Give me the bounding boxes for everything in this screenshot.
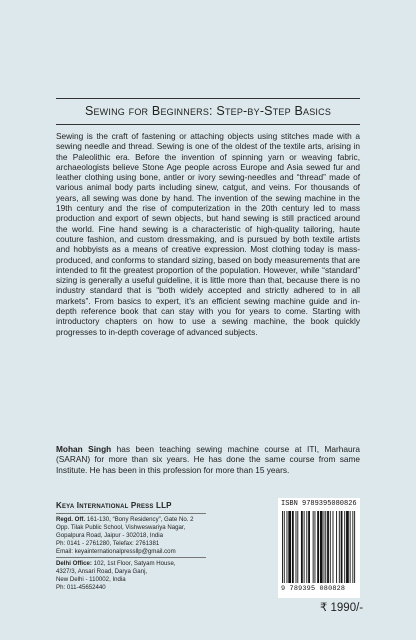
barcode-bar xyxy=(352,511,353,583)
barcode-bar xyxy=(304,511,305,583)
delhi-line-1: Delhi Office: 102, 1st Floor, Satyam House, xyxy=(56,560,176,567)
barcode-bar xyxy=(325,511,326,583)
regd-line-3: Gopalpura Road, Jaipur - 302018, India xyxy=(56,531,164,539)
delhi-line-2: 4327/3, Ansari Road, Darya Ganj, xyxy=(56,567,148,575)
barcode-bar xyxy=(288,511,291,583)
barcode-bar xyxy=(339,511,340,583)
publisher-rule xyxy=(56,513,206,514)
barcode-bar xyxy=(320,511,323,583)
barcode-bar xyxy=(308,511,310,583)
barcode-bar xyxy=(287,511,288,583)
barcode-bar xyxy=(354,511,355,583)
barcode-bar xyxy=(324,511,325,583)
regd-line-4: Ph: 0141 - 2761280, Telefax: 2761381 xyxy=(56,539,160,547)
barcode-bar xyxy=(292,511,294,583)
barcode-bar xyxy=(306,511,307,583)
publisher-name: Keya International Press LLP xyxy=(56,501,172,510)
barcode-bar xyxy=(317,511,319,583)
barcode-bar xyxy=(346,511,349,583)
author-name: Mohan Singh xyxy=(56,444,112,454)
barcode-bars xyxy=(282,511,356,583)
regd-line-5: Email: keyainternationalpressllp@gmail.com xyxy=(56,547,176,555)
barcode-bar xyxy=(314,511,315,583)
barcode-bar xyxy=(301,511,303,583)
regd-label: Regd. Off. xyxy=(56,516,86,523)
title-rule-top xyxy=(56,98,360,99)
isbn-digits: 9 789395 080828 xyxy=(281,585,346,593)
barcode-bar xyxy=(336,511,337,583)
barcode-bar xyxy=(282,511,283,583)
barcode-bar xyxy=(341,511,343,583)
book-description xyxy=(56,131,360,337)
barcode-bar xyxy=(333,511,334,583)
isbn-barcode xyxy=(278,498,360,598)
barcode-bar xyxy=(284,511,285,583)
regd-line-1: Regd. Off. 161-130, “Bony Residency”, Gate No. 2 xyxy=(56,516,194,523)
regd-line-2: Opp. Tilak Public School, Vishweswariya Nagar, xyxy=(56,523,186,531)
delhi-line-3: New Delhi - 110002, India xyxy=(56,575,126,583)
barcode-bar xyxy=(296,511,297,583)
barcode-bar xyxy=(350,511,351,583)
office-rule xyxy=(56,557,206,558)
author-bio xyxy=(56,444,360,475)
barcode-bar xyxy=(313,511,314,583)
isbn-label: ISBN 9789395080826 xyxy=(281,500,357,508)
delhi-line-4: Ph: 011-45652440 xyxy=(56,583,106,591)
registered-office xyxy=(56,516,231,556)
barcode-bar xyxy=(344,511,345,583)
book-title: Sewing for Beginners: Step-by-Step Basics xyxy=(84,104,332,118)
delhi-label: Delhi Office: xyxy=(56,560,92,567)
author-bio-text: has been teaching sewing machine course at ITI, Marhaura (SARAN) for more than six years. He has done the same course from same Institute. He has been in this profession for more than 15 years. xyxy=(56,444,360,475)
description-paragraph: Sewing is the craft of fastening or attaching objects using stitches made with a sewing needle and thread. Sewing is one of the oldest of the textile arts, arising in the Paleolithic era. Before the invention of spinning yarn or weaving fabric, archaeologists believe Stone Age people across Europe and Asia sewed fur and leather clothing using bone, antler or ivory sewing-needles and “thread” made of various animal body parts including sinew, catgut, and veins. For thousands of years, all sewing was done by hand. The invention of the sewing machine in the 19th century and the rise of computerization in the 20th century led to mass production and export of sewn objects, but hand sewing is still practiced around the world. Fine hand sewing is a characteristic of high-quality tailoring, haute couture fashion, and custom dressmaking, and is pursued by both textile artists and hobbyists as a means of creative expression. Most clothing today is mass-produced, and conforms to standard sizing, based on body measurements that are intended to fit the greatest proportion of the population. However, while “standard” sizing is generally a useful guideline, it is little more than that, because there is no industry standard that is “both widely accepted and strictly adhered to in all markets”. From basics to expert, it’s an efficient sewing machine guide and in-depth reference book that can stay with you for years to come. Starting with introductory chapters on how to use a sewing machine, the book quickly progresses to in-depth coverage of advanced subjects. xyxy=(56,131,360,337)
delhi-office xyxy=(56,560,231,592)
barcode-bar xyxy=(297,511,298,583)
barcode-bar xyxy=(330,511,331,583)
title-rule-bottom xyxy=(56,124,360,125)
barcode-bar xyxy=(327,511,329,583)
price: ₹ 1990/- xyxy=(320,602,364,614)
